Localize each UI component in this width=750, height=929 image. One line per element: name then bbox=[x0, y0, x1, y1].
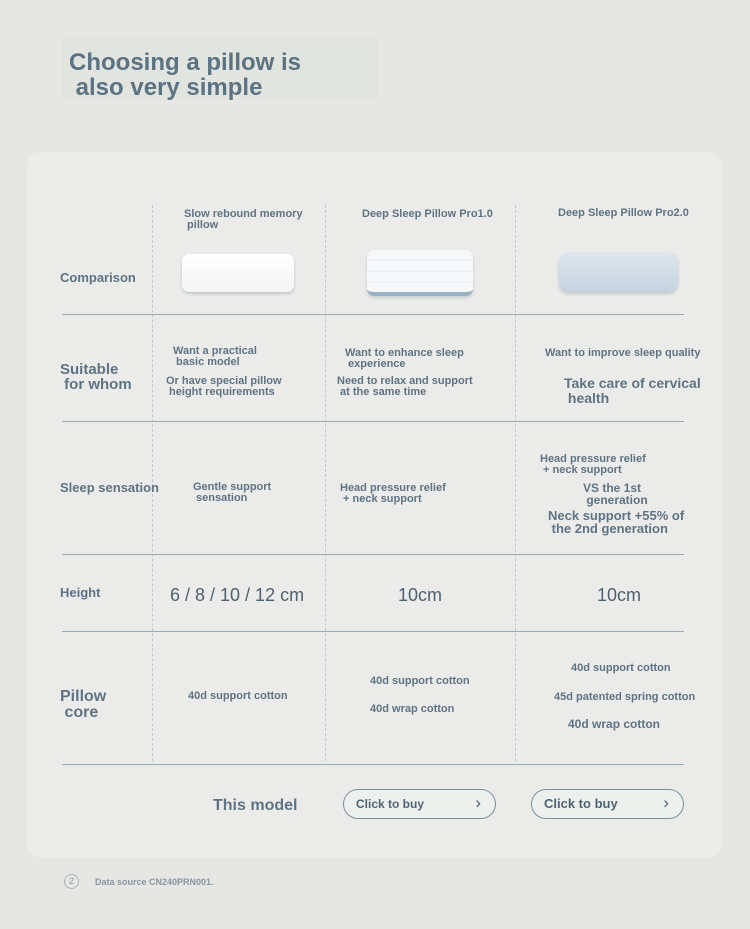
buy-pro2-label: Click to buy bbox=[544, 796, 618, 811]
core-pro2-a: 40d support cotton bbox=[571, 662, 671, 674]
buy-pro2-button[interactable] bbox=[531, 789, 684, 819]
column-divider bbox=[325, 205, 326, 761]
core-pro2-b: 45d patented spring cotton bbox=[554, 691, 696, 703]
row-divider bbox=[62, 554, 684, 555]
buy-pro1-button[interactable] bbox=[343, 789, 496, 819]
row-label-height: Height bbox=[60, 585, 101, 600]
chevron-right-icon: › bbox=[663, 793, 669, 812]
this-model-label: This model bbox=[213, 797, 298, 814]
core-pro2-c: 40d wrap cotton bbox=[568, 717, 661, 731]
core-memory: 40d support cotton bbox=[188, 690, 288, 702]
sensation-pro1: Head pressure relief + neck support bbox=[340, 482, 446, 505]
row-divider bbox=[62, 421, 684, 422]
height-memory: 6 / 8 / 10 / 12 cm bbox=[170, 585, 305, 605]
suitable-pro2-a: Want to improve sleep quality bbox=[545, 347, 701, 359]
column-header-memory-pillow: Slow rebound memory pillow bbox=[184, 208, 303, 231]
core-pro1-a: 40d support cotton bbox=[370, 675, 470, 687]
core-pro1-b: 40d wrap cotton bbox=[370, 703, 455, 715]
height-pro2: 10cm bbox=[597, 585, 642, 605]
sensation-memory: Gentle support sensation bbox=[193, 481, 272, 504]
row-divider bbox=[62, 631, 684, 632]
row-divider bbox=[62, 764, 684, 765]
row-label-pillow-core: Pillow core bbox=[60, 688, 107, 721]
suitable-pro1-a: Want to enhance sleep experience bbox=[345, 347, 464, 370]
chevron-right-icon: › bbox=[475, 793, 481, 812]
sensation-pro2-c: Neck support +55% of the 2nd generation bbox=[548, 508, 685, 536]
pro1-pillow-image bbox=[367, 250, 473, 296]
sensation-pro2-a: Head pressure relief + neck support bbox=[540, 453, 646, 476]
column-header-pro1: Deep Sleep Pillow Pro1.0 bbox=[362, 208, 493, 220]
suitable-pro1-b: Need to relax and support at the same time bbox=[337, 375, 473, 398]
page-title: Choosing a pillow is also very simple bbox=[69, 49, 302, 101]
suitable-pro2-b: Take care of cervical health bbox=[564, 375, 701, 406]
row-label-suitable: Suitable for whom bbox=[60, 361, 132, 393]
height-pro1: 10cm bbox=[398, 585, 443, 605]
data-source-note: Data source CN240PRN001. bbox=[95, 877, 214, 887]
footnote-number-icon: 2 bbox=[64, 874, 79, 889]
suitable-memory-a: Want a practical basic model bbox=[173, 345, 257, 368]
row-label-sleep-sensation: Sleep sensation bbox=[60, 480, 159, 495]
column-header-pro2: Deep Sleep Pillow Pro2.0 bbox=[558, 207, 689, 219]
row-divider bbox=[62, 314, 684, 315]
pro2-pillow-image bbox=[559, 252, 678, 292]
sensation-pro2-b: VS the 1st generation bbox=[583, 481, 648, 507]
memory-pillow-image bbox=[182, 254, 294, 292]
row-label-comparison: Comparison bbox=[60, 270, 136, 285]
suitable-memory-b: Or have special pillow height requirements bbox=[166, 375, 282, 398]
column-divider bbox=[515, 205, 516, 761]
buy-pro1-label: Click to buy bbox=[356, 797, 425, 811]
